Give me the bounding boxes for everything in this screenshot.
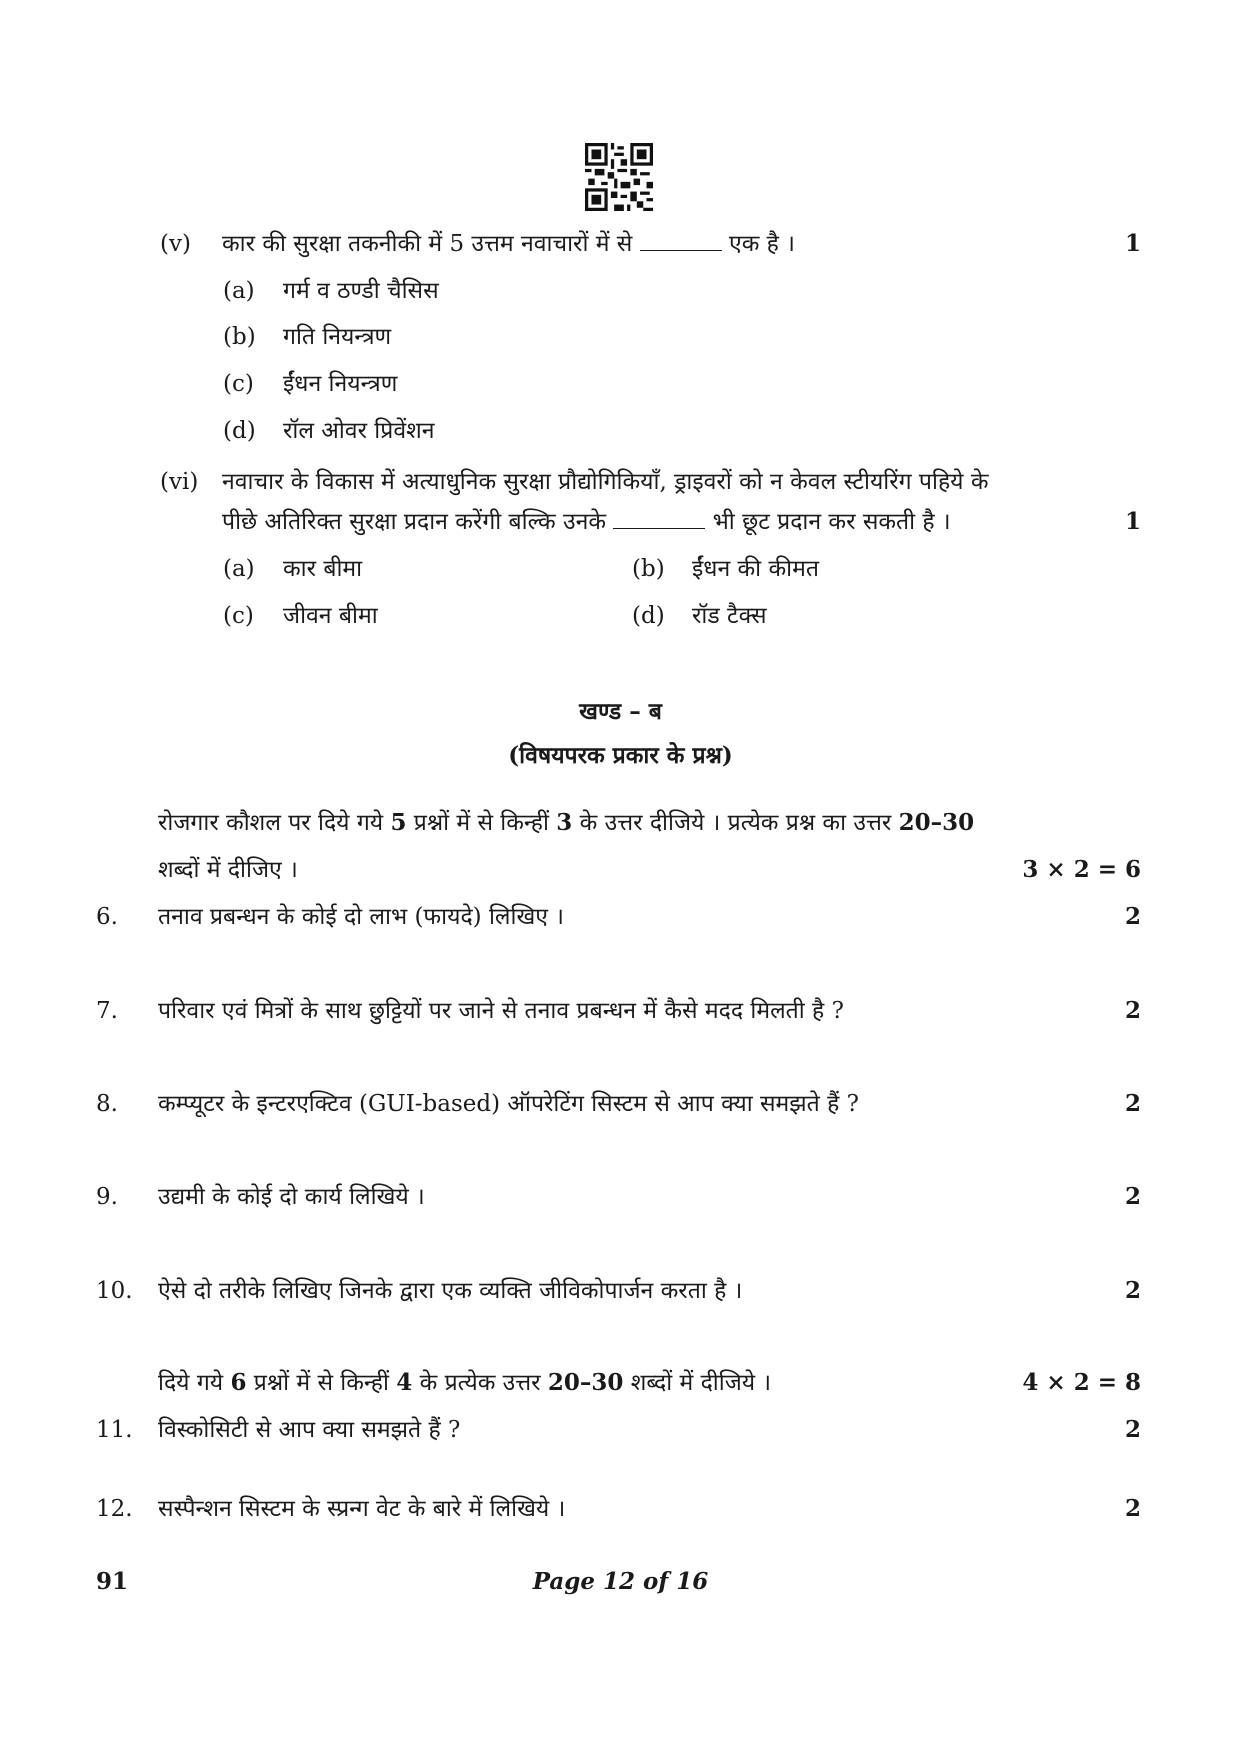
section-subtitle: (विषयपरक प्रकार के प्रश्न) xyxy=(508,742,733,769)
option-letter: (d) xyxy=(632,603,665,629)
instruction-number: 3 xyxy=(556,809,573,836)
instruction-number: 6 xyxy=(230,1369,247,1396)
question-number: 8. xyxy=(96,1091,118,1117)
question-marks: 2 xyxy=(1124,997,1141,1024)
question-marks: 2 xyxy=(1124,1277,1141,1304)
question-text-line xyxy=(222,507,951,537)
question-number: (v) xyxy=(160,231,191,257)
option-letter: (b) xyxy=(223,324,256,350)
section-marks: 4 × 2 = 8 xyxy=(1022,1369,1141,1396)
instruction-line: शब्दों में दीजिए । xyxy=(158,857,298,883)
option-letter: (c) xyxy=(223,603,254,629)
question-number: 7. xyxy=(96,998,118,1024)
option-text: कार बीमा xyxy=(283,556,363,582)
section-title: खण्ड – ब xyxy=(579,698,662,725)
question-text: कम्प्यूटर के इन्टरएक्टिव (GUI-based) ऑपरेटिंग सिस्टम से आप क्या समझते हैं ? xyxy=(158,1091,859,1117)
paper-code: 91 xyxy=(96,1568,129,1595)
question-number: 9. xyxy=(96,1184,118,1210)
question-text: विस्कोसिटी से आप क्या समझते हैं ? xyxy=(158,1417,461,1443)
question-text: सस्पैन्शन सिस्टम के स्प्रन्ग वेट के बारे में लिखिये । xyxy=(158,1496,566,1522)
question-marks: 1 xyxy=(1124,230,1141,257)
fill-blank xyxy=(613,508,705,529)
option-letter: (d) xyxy=(223,418,256,444)
instruction-number: 5 xyxy=(390,809,407,836)
option-text: ईंधन नियन्त्रण xyxy=(283,371,398,397)
instruction-line xyxy=(158,808,974,838)
instruction-number: 4 xyxy=(396,1369,413,1396)
section-marks: 3 × 2 = 6 xyxy=(1022,856,1141,883)
qr-code xyxy=(585,143,653,211)
question-text-line: नवाचार के विकास में अत्याधुनिक सुरक्षा प्रौद्योगिकियाँ, ड्राइवरों को न केवल स्टीयरिंग पहिये के xyxy=(222,469,989,495)
option-letter: (a) xyxy=(223,278,255,304)
question-text: उद्यमी के कोई दो कार्य लिखिये । xyxy=(158,1184,425,1210)
instruction-number: 20–30 xyxy=(898,809,975,836)
question-text: ऐसे दो तरीके लिखिए जिनके द्वारा एक व्यक्ति जीविकोपार्जन करता है । xyxy=(158,1278,743,1304)
question-number: (vi) xyxy=(160,469,199,495)
question-marks: 2 xyxy=(1124,1183,1141,1210)
question-text-part: कार की सुरक्षा तकनीकी में 5 उत्तम नवाचारों में से xyxy=(222,231,633,257)
option-letter: (a) xyxy=(223,556,255,582)
instruction-text: के प्रत्येक उत्तर xyxy=(419,1370,541,1396)
instruction-text: प्रश्नों में से किन्हीं xyxy=(253,1370,389,1396)
question-text-part: एक है । xyxy=(728,231,795,257)
option-text: रॉड टैक्स xyxy=(692,603,767,629)
option-text: रॉल ओवर प्रिवेंशन xyxy=(283,418,435,444)
question-marks: 1 xyxy=(1124,508,1141,535)
instruction-text: रोजगार कौशल पर दिये गये xyxy=(158,810,384,836)
question-number: 11. xyxy=(96,1417,133,1443)
instruction-number: 20–30 xyxy=(547,1369,624,1396)
page-number: Page 12 of 16 xyxy=(532,1568,709,1595)
instruction-text: के उत्तर दीजिये । प्रत्येक प्रश्न का उत्तर xyxy=(579,810,892,836)
option-text: गति नियन्त्रण xyxy=(283,324,392,350)
fill-blank xyxy=(640,230,722,251)
question-number: 12. xyxy=(96,1496,133,1522)
question-text: तनाव प्रबन्धन के कोई दो लाभ (फायदे) लिखिए । xyxy=(158,904,565,930)
question-marks: 2 xyxy=(1124,903,1141,930)
option-text: गर्म व ठण्डी चैसिस xyxy=(283,278,439,304)
instruction-text: दिये गये xyxy=(158,1370,224,1396)
instruction-text: शब्दों में दीजिये । xyxy=(630,1370,772,1396)
question-marks: 2 xyxy=(1124,1495,1141,1522)
question-number: 10. xyxy=(96,1278,133,1304)
question-text xyxy=(222,229,795,259)
option-letter: (c) xyxy=(223,371,254,397)
option-letter: (b) xyxy=(632,556,665,582)
question-marks: 2 xyxy=(1124,1416,1141,1443)
instruction-text: प्रश्नों में से किन्हीं xyxy=(413,810,549,836)
option-text: ईंधन की कीमत xyxy=(692,556,819,582)
question-text: परिवार एवं मित्रों के साथ छुट्टियों पर जाने से तनाव प्रबन्धन में कैसे मदद मिलती है ? xyxy=(158,998,844,1024)
instruction-line xyxy=(158,1368,771,1398)
question-text-part: पीछे अतिरिक्त सुरक्षा प्रदान करेंगी बल्कि उनके xyxy=(222,509,607,535)
option-text: जीवन बीमा xyxy=(283,603,378,629)
question-number: 6. xyxy=(96,904,118,930)
question-text-part: भी छूट प्रदान कर सकती है । xyxy=(712,509,951,535)
question-marks: 2 xyxy=(1124,1090,1141,1117)
